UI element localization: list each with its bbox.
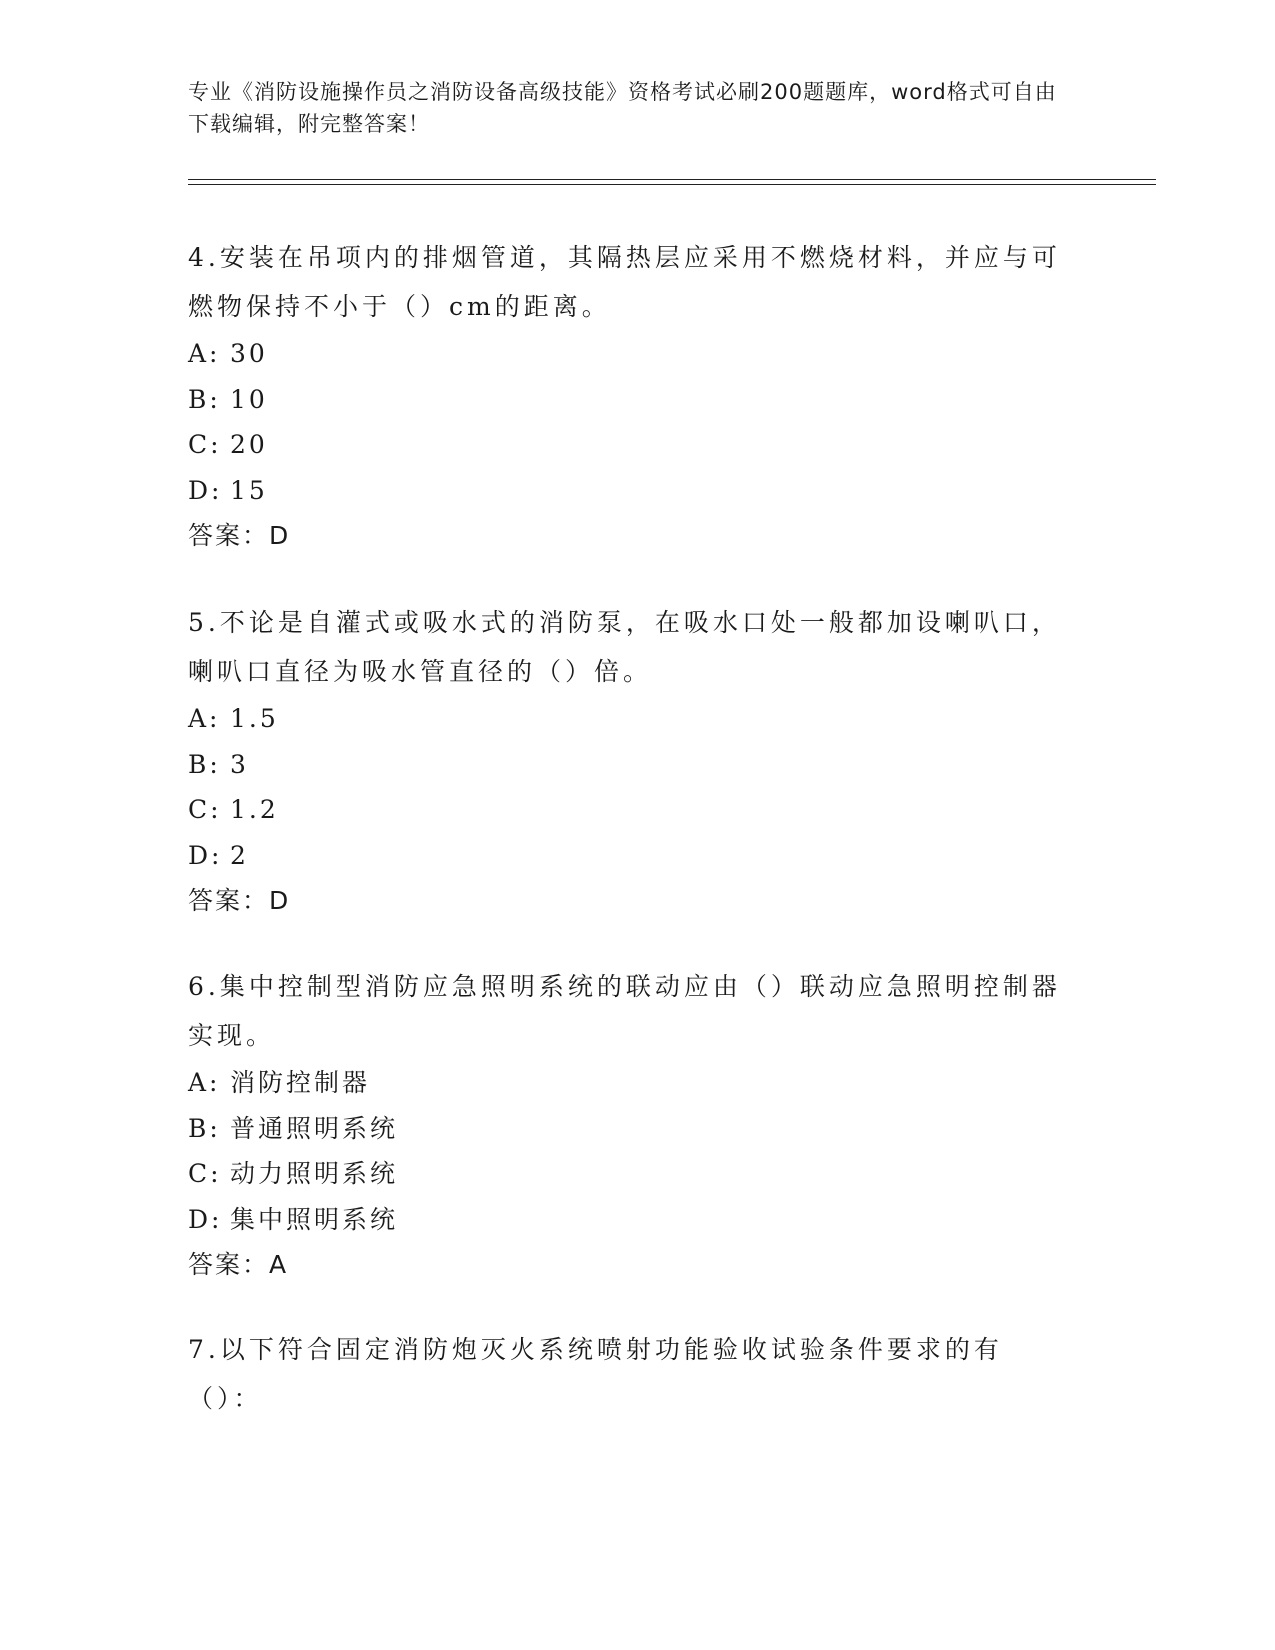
option-key: D: — [188, 840, 223, 870]
question-4 — [188, 233, 1068, 558]
option-text: 30 — [230, 339, 268, 368]
option-c — [188, 422, 1068, 468]
question-5 — [188, 598, 1068, 923]
option-text: 集中照明系统 — [230, 1204, 399, 1234]
option-b — [188, 377, 1068, 423]
option-key: C: — [188, 795, 222, 824]
header-divider-bottom — [188, 184, 1156, 185]
question-stem: 7.以下符合固定消防炮灭火系统喷射功能验收试验条件要求的有（）： — [188, 1335, 1003, 1413]
option-b — [188, 742, 1068, 788]
option-key: B: — [188, 1113, 221, 1143]
option-key: A: — [188, 704, 221, 733]
question-stem: 4.安装在吊项内的排烟管道，其隔热层应采用不燃烧材料，并应与可燃物保持不小于（）cm的距离。 — [188, 243, 1061, 321]
option-text: 动力照明系统 — [230, 1159, 399, 1188]
option-key: C: — [188, 430, 222, 459]
option-key: D: — [188, 1204, 223, 1234]
option-d — [188, 833, 1068, 879]
answer-line: 答案：D — [188, 521, 291, 550]
option-text: 20 — [230, 430, 268, 459]
option-text: 1.5 — [230, 704, 279, 733]
option-b — [188, 1106, 1068, 1152]
option-text: 消防控制器 — [230, 1068, 371, 1097]
option-key: D: — [188, 475, 223, 505]
option-d — [188, 1197, 1068, 1243]
option-text: 15 — [230, 475, 268, 505]
question-stem: 5.不论是自灌式或吸水式的消防泵，在吸水口处一般都加设喇叭口，喇叭口直径为吸水管直径的（）倍。 — [188, 608, 1061, 686]
header-divider-top — [188, 179, 1156, 180]
option-a — [188, 1060, 1068, 1106]
option-a — [188, 696, 1068, 742]
option-key: A: — [188, 339, 221, 368]
option-text: 1.2 — [230, 795, 279, 824]
question-stem: 6.集中控制型消防应急照明系统的联动应由（）联动应急照明控制器实现。 — [188, 972, 1061, 1050]
option-d — [188, 468, 1068, 514]
option-key: B: — [188, 384, 221, 414]
option-text: 3 — [230, 749, 249, 779]
option-c — [188, 787, 1068, 833]
option-key: C: — [188, 1159, 222, 1188]
option-text: 2 — [230, 840, 249, 870]
answer-line: 答案：A — [188, 1250, 289, 1279]
option-a — [188, 331, 1068, 377]
option-key: B: — [188, 749, 221, 779]
answer-line: 答案：D — [188, 886, 291, 915]
page-header: 专业《消防设施操作员之消防设备高级技能》资格考试必刷200题题库，word格式可自由下载编辑，附完整答案！ — [188, 80, 1057, 136]
question-7 — [188, 1325, 1068, 1423]
option-c — [188, 1151, 1068, 1197]
question-6 — [188, 962, 1068, 1287]
option-text: 10 — [230, 384, 268, 414]
option-text: 普通照明系统 — [230, 1113, 399, 1143]
option-key: A: — [188, 1068, 221, 1097]
